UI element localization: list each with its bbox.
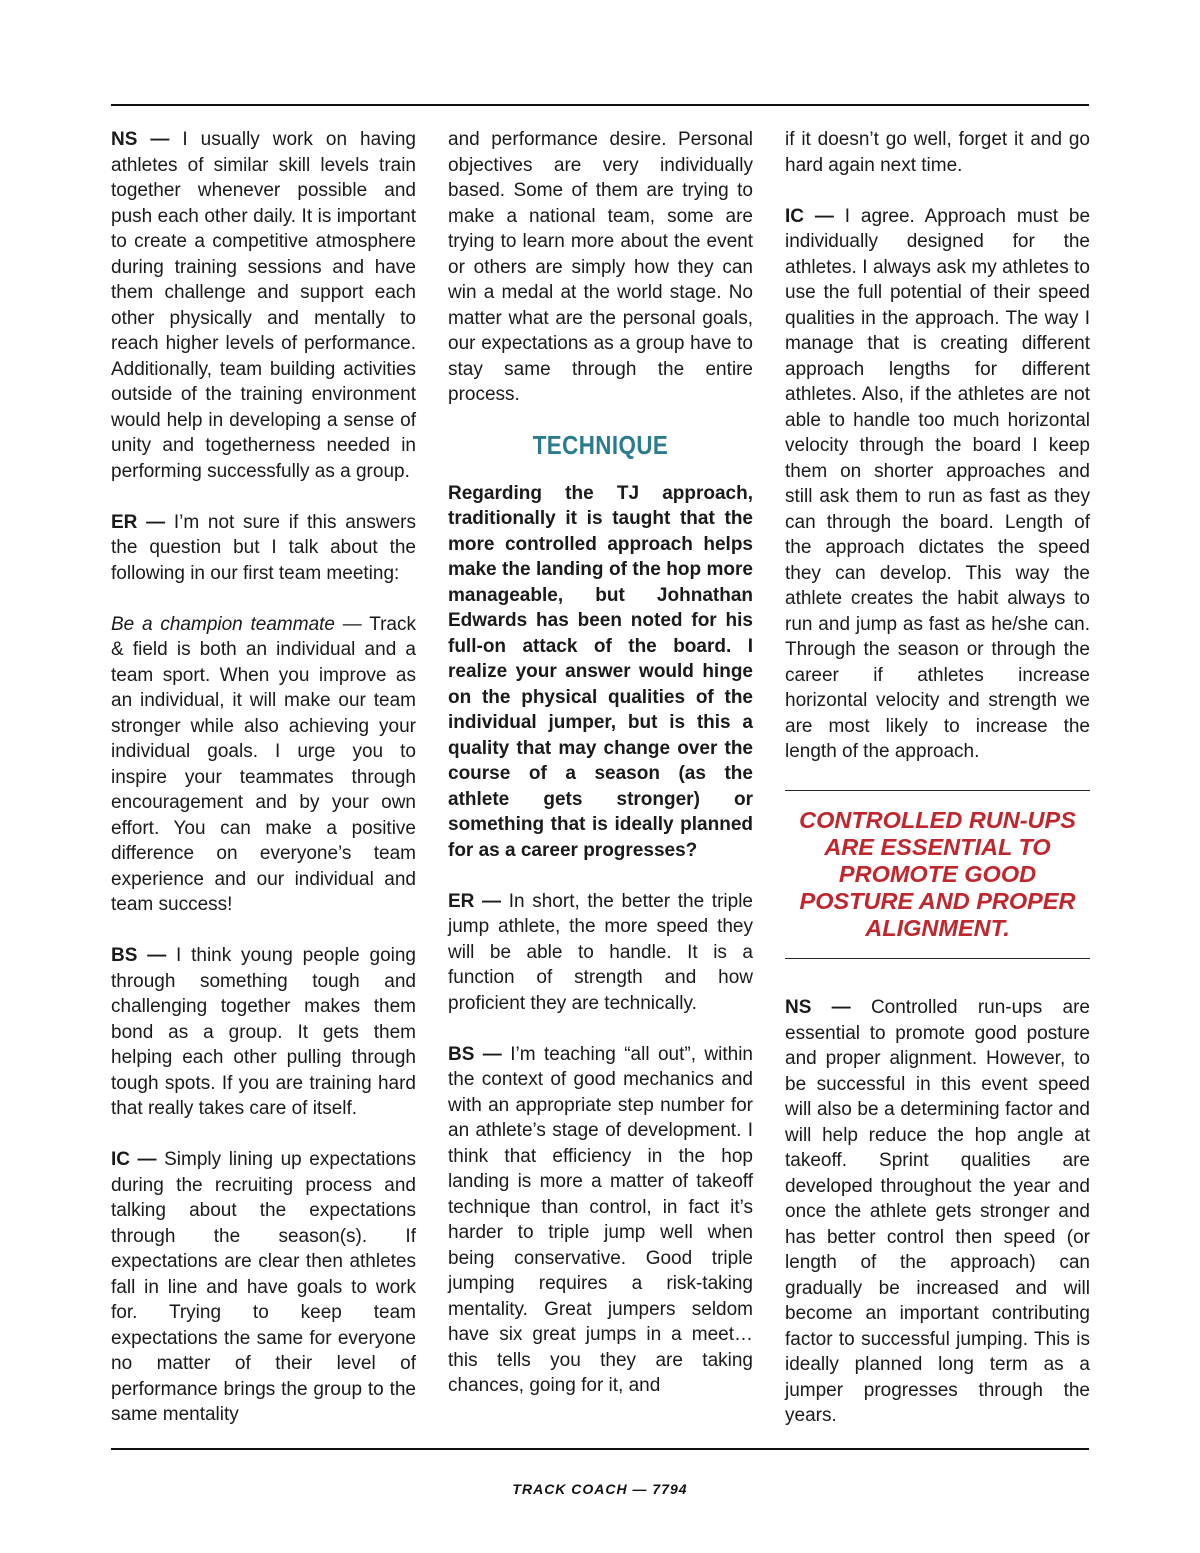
paragraph-er xyxy=(111,510,416,587)
speaker-ns: NS — xyxy=(111,129,170,150)
answer-text: I agree. Approach must be individually designed for the athletes. I always ask my athletes to use the full potential of their speed qualities in the approach. The way I manage that is creating different approach lengths for different athletes. Also, if the athletes are not able to handle too much horizontal velocity through the board I keep them on shorter approaches and still ask them to run as fast as they can through the board. Length of the approach dictates the speed they can develop. This way the athlete creates the habit always to run and jump as fast as he/she can. Through the season or through the career if athletes increase horizontal velocity and strength we are most likely to increase the length of the approach. xyxy=(785,205,1091,762)
paragraph-ic xyxy=(111,1147,416,1428)
answer-text: Controlled run-ups are essential to promote good posture and proper alignment. However, to be successful in this event speed will also be a determining factor and will help reduce the hop angle at takeoff. Sprint qualities are developed throughout the year and once the athlete gets stronger and has better control then speed (or length of the approach) can gradually be increased and will become an important contributing factor to successful jumping. This is ideally planned long term as a jumper progresses through the years. xyxy=(785,997,1090,1426)
speaker-bs: BS — xyxy=(448,1043,502,1065)
speaker-er: ER — xyxy=(111,511,166,533)
answer-text: I think young people going through something tough and challenging together makes them bond as a group. It gets them helping each other pulling through tough spots. If you are training hard that really takes care of itself. xyxy=(111,945,416,1119)
column-1 xyxy=(111,127,416,1453)
paragraph-er xyxy=(448,889,753,1017)
paragraph-teammate xyxy=(111,612,416,918)
page-footer: TRACK COACH — 7794 xyxy=(512,1481,688,1497)
speaker-ic: IC — xyxy=(785,205,834,227)
speaker-er: ER — xyxy=(448,890,502,912)
paragraph-continued: and performance desire. Personal objectives are very individually based. Some of them are trying to make a national team, some are trying to learn more about the event or others are simply how they can win a medal at the world stage. No matter what are the personal goals, our expectations as a group have to stay same through the entire process. xyxy=(448,129,753,405)
speaker-ns: NS — xyxy=(785,997,851,1018)
paragraph-bs xyxy=(111,943,416,1122)
paragraph-bs xyxy=(448,1042,753,1399)
paragraph-continued: if it doesn’t go well, forget it and go hard again next time. xyxy=(785,129,1090,176)
paragraph-ns xyxy=(111,127,416,484)
section-heading: TECHNIQUE xyxy=(532,430,669,460)
answer-text: I usually work on having athletes of similar skill levels train together whenever possible and push each other daily. It is important to create a competitive atmosphere during training sessions and have them challenge and support each other physically and mentally to reach higher levels of performance. Additionally, team building activities outside of the training environment would help in developing a sense of unity and togetherness needed in performing successfully as a group. xyxy=(111,129,416,482)
pull-quote: CONTROLLED RUN-UPS ARE ESSENTIAL TO PROMOTE GOOD POSTURE AND PROPER ALIGNMENT. xyxy=(785,790,1090,959)
answer-text: — Track & field is both an individual and a team sport. When you improve as an individual, it will make our team stronger while also achieving your individual goals. I urge you to inspire your teammates through encouragement and by your own effort. You can make a positive difference on everyone’s team experience and our individual and team success! xyxy=(111,613,416,915)
top-rule xyxy=(111,104,1089,106)
italic-phrase: Be a champion teammate xyxy=(111,613,335,635)
speaker-ic: IC — xyxy=(111,1149,157,1170)
column-3 xyxy=(785,127,1090,1454)
interview-question: Regarding the TJ approach, traditionally it is taught that the more controlled approach helps make the landing of the hop more manageable, but Johnathan Edwards has been noted for his full-on attack of the board. I realize your answer would hinge on the physical qualities of the individual jumper, but is this a quality that may change over the course of a season (as the athlete gets stronger) or something that is ideally planned for as a career progresses? xyxy=(448,482,753,861)
column-2 xyxy=(448,127,753,1424)
answer-text: I’m teaching “all out”, within the context of good mechanics and with an appropriate step number for an athlete’s stage of development. I think that efficiency in the hop landing is more a matter of takeoff technique than control, in fact it’s harder to triple jump well when being conservative. Good triple jumping requires a risk-taking mentality. Great jumpers seldom have six great jumps in a meet… this tells you they are taking chances, going for it, and xyxy=(448,1043,753,1396)
answer-text: Simply lining up expectations during the recruiting process and talking about the expectations through the season(s). If expectations are clear then athletes fall in line and have goals to work for. Trying to keep team expectations the same for everyone no matter of their level of performance brings the group to the same mentality xyxy=(111,1149,416,1425)
paragraph-ns xyxy=(785,995,1090,1429)
bottom-rule xyxy=(111,1448,1089,1450)
paragraph-ic xyxy=(785,204,1090,765)
speaker-bs: BS — xyxy=(111,945,167,966)
answer-text: I’m not sure if this answers the question but I talk about the following in our first team meeting: xyxy=(111,511,416,584)
answer-text: In short, the better the triple jump athlete, the more speed they will be able to handle. It is a function of strength and how proficient they are technically. xyxy=(448,890,753,1014)
